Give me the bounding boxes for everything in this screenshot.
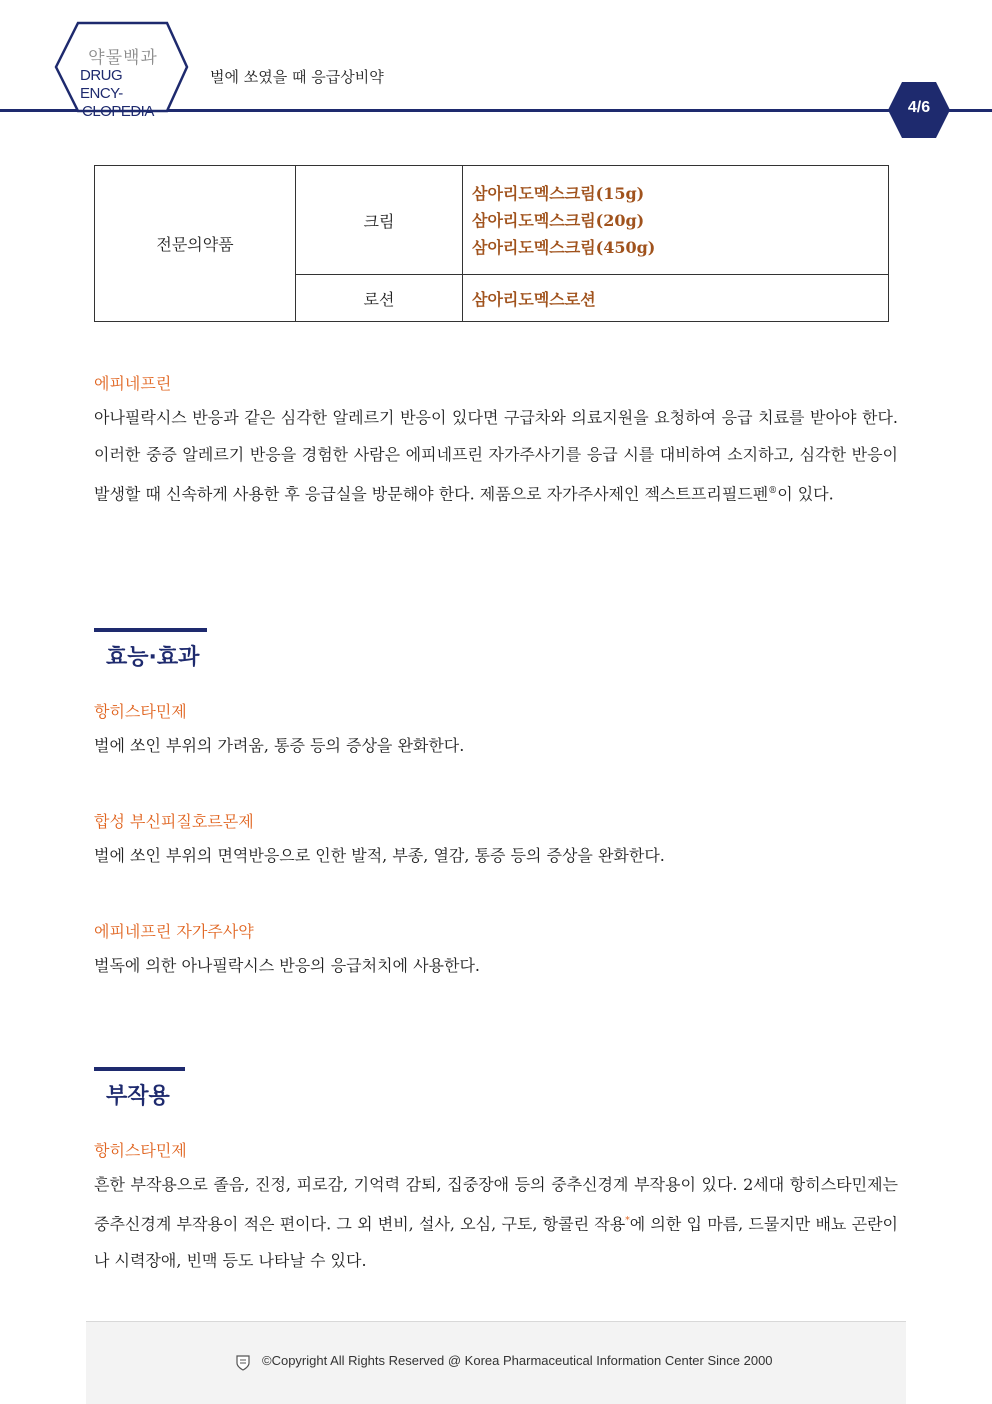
side-effects-title: 부작용: [106, 1084, 170, 1109]
product-item: 삼아리도멕스크림(15g): [472, 183, 645, 203]
side-effects-heading: 항히스타민제: [94, 1141, 187, 1160]
table-row: [95, 166, 889, 275]
antihistamine-text: 벌에 쏘인 부위의 가려움, 통증 등의 증상을 완화한다.: [94, 736, 465, 755]
antihistamine-heading: 항히스타민제: [94, 702, 187, 721]
logo-english: DRUG ENCY- CLOPEDIA: [80, 67, 154, 120]
product-item: 삼아리도멕스크림(450g): [472, 237, 656, 257]
page-title: 벌에 쏘였을 때 응급상비약: [210, 68, 384, 86]
section-bar: [94, 1067, 185, 1071]
corticosteroid-heading: 합성 부신피질호르몬제: [94, 812, 254, 831]
side-effects-text: 흔한 부작용으로 졸음, 진정, 피로감, 기억력 감퇴, 집중장애 등의 중추신경계 부작용이 있다. 2세대 항히스타민제는 중추신경계 부작용이 적은 편이다. 그 외 변비, 설사, 오심, 구토, 항콜린 작용*에 의한 입 마름, 드물지만 배뇨 곤란이나 시력장애, 빈맥 등도 나타날 수 있다.: [94, 1175, 898, 1271]
form-cell: 크림: [296, 166, 463, 275]
crest-icon: [236, 1355, 250, 1371]
efficacy-title: 효능·효과: [106, 645, 200, 670]
product-table: [94, 165, 889, 322]
form-cell: 로션: [296, 275, 463, 322]
autoinjector-text: 벌독에 의한 아나필락시스 반응의 응급처치에 사용한다.: [94, 956, 481, 975]
corticosteroid-text: 벌에 쏘인 부위의 면역반응으로 인한 발적, 부종, 열감, 통증 등의 증상을 완화한다.: [94, 846, 665, 865]
autoinjector-heading: 에피네프린 자가주사약: [94, 922, 254, 941]
page-number: 4/6: [907, 99, 931, 116]
product-item: 삼아리도멕스로션: [472, 289, 596, 309]
category-cell: 전문의약품: [95, 166, 296, 322]
epinephrine-text: 아나필락시스 반응과 같은 심각한 알레르기 반응이 있다면 구급차와 의료지원을 요청하여 응급 치료를 받아야 한다. 이러한 중증 알레르기 반응을 경험한 사람은 에피네프린 자가주사기를 응급 시를 대비하여 소지하고, 심각한 반응이 발생할 때 신속하게 사용한 후 응급실을 방문해야 한다. 제품으로 자가주사제인 젝스트프리필드펜®이 있다.: [94, 408, 898, 504]
copyright-text: ©Copyright All Rights Reserved @ Korea Pharmaceutical Information Center Since 2000: [262, 1353, 773, 1368]
epinephrine-heading: 에피네프린: [94, 374, 172, 393]
items-cell: [463, 166, 889, 275]
product-item: 삼아리도멕스크림(20g): [472, 210, 645, 230]
logo-korean: 약물백과: [88, 48, 158, 68]
items-cell: [463, 275, 889, 322]
section-bar: [94, 628, 207, 632]
